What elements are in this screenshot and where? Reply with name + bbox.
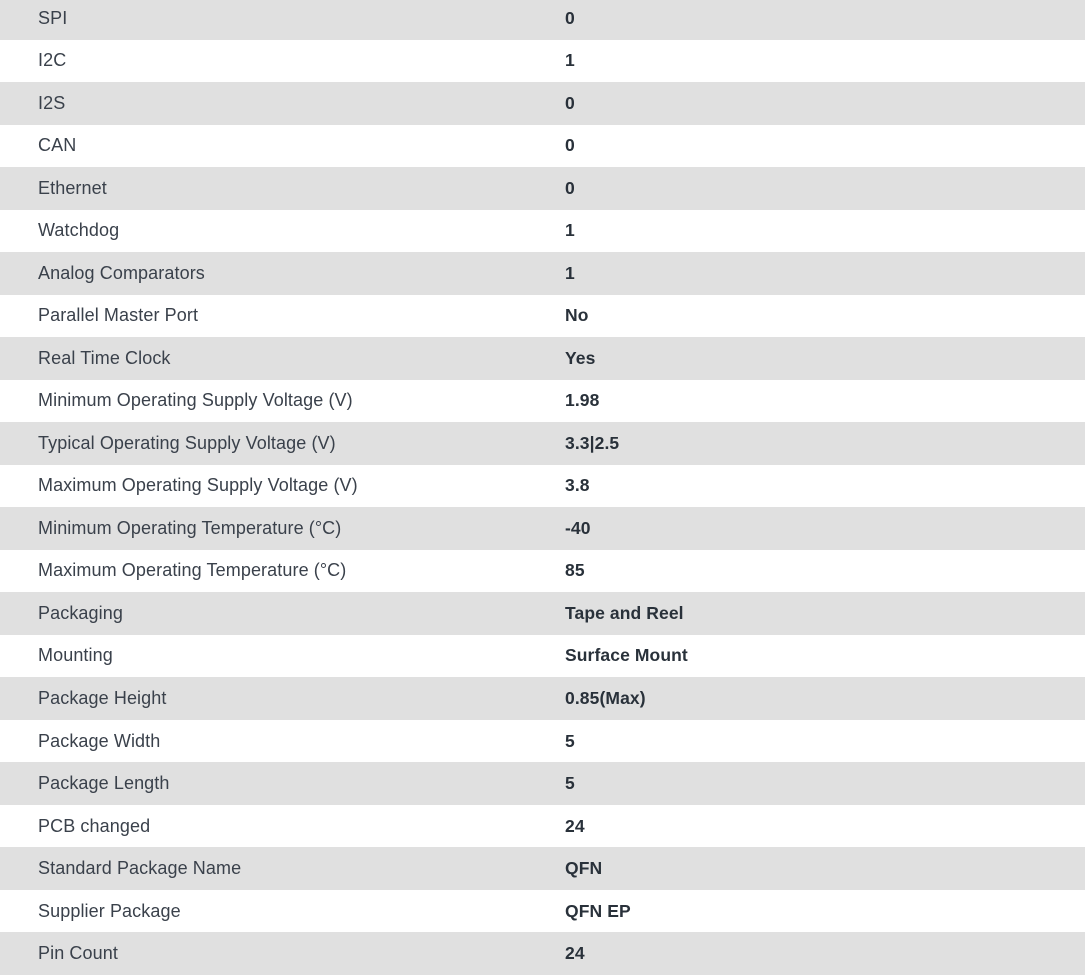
spec-row: [0, 210, 1085, 253]
spec-attribute-name: SPI: [38, 7, 68, 28]
spec-row: [0, 507, 1085, 550]
spec-attribute-name: Mounting: [38, 645, 113, 666]
spec-row: [0, 805, 1085, 848]
spec-attribute-value: QFN EP: [565, 900, 631, 921]
spec-attribute-name: Ethernet: [38, 177, 107, 198]
spec-attribute-value: 24: [565, 943, 585, 964]
spec-attribute-value: 0: [565, 135, 575, 156]
spec-attribute-value: 85: [565, 560, 585, 581]
spec-row: [0, 422, 1085, 465]
spec-row: [0, 635, 1085, 678]
spec-row: [0, 762, 1085, 805]
spec-attribute-name: Parallel Master Port: [38, 305, 199, 326]
spec-attribute-value: Tape and Reel: [565, 602, 684, 623]
spec-attribute-value: 5: [565, 773, 575, 794]
spec-attribute-name: Package Height: [38, 688, 167, 708]
spec-row: [0, 677, 1085, 720]
spec-attribute-value: 3.3|2.5: [565, 432, 620, 453]
spec-row: [0, 592, 1085, 635]
spec-attribute-name: Typical Operating Supply Voltage (V): [38, 432, 336, 453]
spec-attribute-value: 0: [565, 7, 575, 28]
spec-attribute-name: I2S: [38, 92, 66, 113]
spec-attribute-value: -40: [565, 517, 591, 538]
spec-attribute-name: Package Width: [38, 730, 161, 751]
spec-attribute-name: Watchdog: [38, 220, 120, 241]
spec-attribute-name: Standard Package Name: [38, 858, 242, 879]
spec-attribute-value: 1: [565, 50, 575, 71]
spec-attribute-value: Yes: [565, 347, 596, 368]
spec-attribute-value: 0: [565, 92, 575, 113]
spec-row: [0, 82, 1085, 125]
spec-attribute-name: Real Time Clock: [38, 347, 171, 368]
spec-attribute-value: 24: [565, 815, 585, 836]
spec-attribute-name: Analog Comparators: [38, 262, 205, 283]
spec-row: [0, 847, 1085, 890]
spec-attribute-name: Supplier Package: [38, 900, 181, 921]
spec-attribute-name: Maximum Operating Supply Voltage (V): [38, 475, 358, 496]
spec-attribute-name: Minimum Operating Supply Voltage (V): [38, 390, 353, 411]
spec-attribute-value: Surface Mount: [565, 645, 688, 666]
spec-attribute-value: 3.8: [565, 475, 590, 496]
spec-attribute-value: 1: [565, 220, 575, 241]
spec-attribute-name: Minimum Operating Temperature (°C): [38, 517, 342, 538]
spec-attribute-value: 0: [565, 177, 575, 198]
spec-row: [0, 932, 1085, 975]
spec-attribute-name: I2C: [38, 50, 67, 71]
spec-row: [0, 295, 1085, 338]
spec-row: [0, 380, 1085, 423]
spec-attribute-value: 0.85(Max): [565, 688, 646, 708]
spec-attribute-name: Package Length: [38, 773, 170, 794]
spec-attribute-name: CAN: [38, 135, 77, 156]
spec-row: [0, 337, 1085, 380]
spec-attribute-value: No: [565, 305, 589, 326]
spec-row: [0, 40, 1085, 83]
spec-attribute-name: Pin Count: [38, 943, 118, 964]
spec-attribute-value: 1: [565, 262, 575, 283]
spec-row: [0, 465, 1085, 508]
spec-row: [0, 0, 1085, 40]
spec-attribute-name: Maximum Operating Temperature (°C): [38, 560, 347, 581]
spec-row: [0, 125, 1085, 168]
spec-row: [0, 167, 1085, 210]
spec-attribute-name: Packaging: [38, 602, 123, 623]
spec-attribute-name: PCB changed: [38, 815, 151, 836]
spec-row: [0, 720, 1085, 763]
spec-row: [0, 252, 1085, 295]
spec-attribute-value: QFN: [565, 858, 603, 879]
spec-attribute-value: 1.98: [565, 390, 600, 411]
spec-attribute-value: 5: [565, 730, 575, 751]
spec-row: [0, 890, 1085, 933]
spec-row: [0, 550, 1085, 593]
